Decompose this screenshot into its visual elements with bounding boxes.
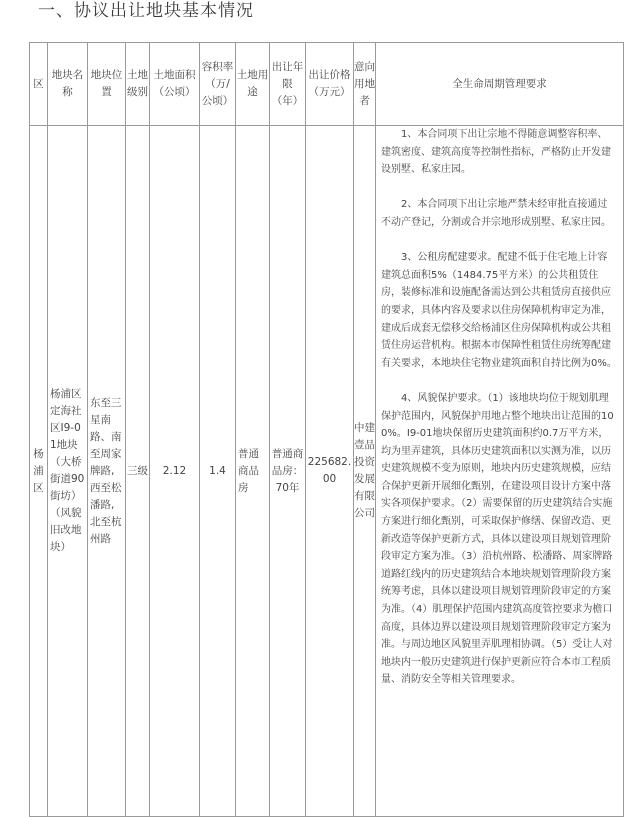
header-requirements: 全生命周期管理要求: [376, 43, 624, 126]
cell-assignee: 中建壹品投资发展有限公司: [354, 126, 376, 817]
requirement-item: 4、风貌保护要求。（1）该地块均位于规划肌理保护范围内，风貌保护用地占整个地块出让范围的100%。I9-01地块保留历史建筑面积约0.7万平方米，均为里弄建筑，具体历史建筑面积以实测为准，以历史建筑规模不变为原则，地块内历史建筑规模，应结合保护更新开展细化甄别，在建设项目设计方案中落实各项保护要求。（2）需要保留的历史建筑结合实施方案进行细化甄别，可采取保护修缮、保留改造、更新改造等保护更新方式，具体以建设项目规划管理阶段审定方案为准。（3）沿杭州路、松潘路、周家牌路道路红线内的历史建筑结合本地块规划管理阶段方案统筹考虑，具体以建设项目规划管理阶段审定的方案为准。（4）肌理保护范围内建筑高度管控要求为檐口高度，具体边界以建设项目规划管理阶段审定方案为准。与周边地区风貌里弄肌理相协调。（5）受让人对地块内一般历史建筑进行保护更新应符合本市工程质量、消防安全等相关管理要求。: [381, 392, 614, 686]
cell-price: 225682.00: [306, 126, 354, 817]
section-title: 一、协议出让地块基本情况: [38, 1, 254, 21]
plot-info-table: [29, 42, 624, 817]
header-land-use: 土地用途: [236, 43, 270, 126]
requirement-item: 1、本合同项下出让宗地不得随意调整容积率、建筑密度、建筑高度等控制性指标，严格防止开发建设别墅、私家庄园。: [381, 129, 611, 176]
cell-land-use: 普通商品房: [236, 126, 270, 817]
cell-term: 普通商品房：70年: [270, 126, 306, 817]
header-plot-location: 地块位置: [88, 43, 126, 126]
cell-requirements: [376, 126, 624, 817]
header-far: 容积率（万/公顷）: [200, 43, 236, 126]
header-land-area: 土地面积（公顷）: [150, 43, 200, 126]
header-district: 区: [30, 43, 48, 126]
header-row: [30, 43, 624, 126]
header-plot-name: 地块名称: [48, 43, 88, 126]
header-price: 出让价格（万元）: [306, 43, 354, 126]
requirement-item: 3、公租房配建要求。配建不低于住宅地上计容建筑总面积5%（1484.75平方米）的公共租赁住房，装修标准和设施配备需达到公共租赁房直接供应的要求，具体内容及要求以住房保障机构审定为准，建成后成套无偿移交给杨浦区住房保障机构或公共租赁住房运营机构。根据本市保障性租赁住房统筹配建有关要求，本地块住宅物业建筑面积自持比例为0%。: [381, 252, 617, 369]
cell-land-grade: 三级: [126, 126, 150, 817]
header-assignee: 意向用地者: [354, 43, 376, 126]
cell-far: 1.4: [200, 126, 236, 817]
requirement-item: 2、本合同项下出让宗地严禁未经审批直接通过不动产登记，分割或合并宗地形成别墅、私家庄园。: [381, 199, 611, 228]
header-land-grade: 土地级别: [126, 43, 150, 126]
cell-land-area: 2.12: [150, 126, 200, 817]
table-row: [30, 126, 624, 817]
cell-plot-name: 杨浦区定海社区I9-01地块（大桥街道90街坊）（风貌旧改地块）: [48, 126, 88, 817]
header-term: 出让年限（年）: [270, 43, 306, 126]
cell-district: 杨浦区: [30, 126, 48, 817]
cell-plot-location: 东至三星南路、南至周家牌路, 西至松潘路, 北至杭州路: [88, 126, 126, 817]
